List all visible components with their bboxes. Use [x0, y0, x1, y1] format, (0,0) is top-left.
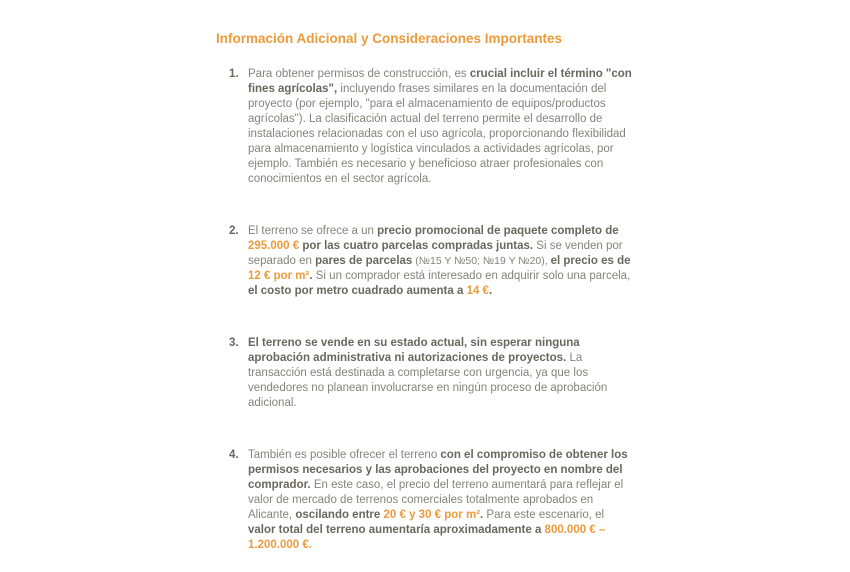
text-run-orange: 800.000 € – 1.200.000 €.	[248, 524, 606, 551]
text-run-bold: .	[488, 285, 493, 297]
list-item-number: 4.	[229, 449, 239, 461]
text-run-orange: 20 € y 30 € por m²	[383, 509, 481, 521]
text-run-regular: El terreno se ofrece a un	[248, 225, 378, 237]
text-run-bold: crucial incluir el término "con fines agrícolas",	[248, 68, 632, 95]
list-item-text	[248, 67, 634, 187]
text-run-regular: Para obtener permisos de construcción, es	[248, 68, 470, 80]
text-run-regular: Si un comprador está interesado en adquirir solo una parcela,	[312, 270, 631, 282]
text-run-bold: oscilando entre	[295, 509, 384, 521]
list-item-text	[248, 448, 634, 553]
list-item-text	[248, 336, 634, 411]
list-item-number: 2.	[229, 225, 239, 237]
text-run-bold: valor total del terreno aumentaría aproximadamente a	[248, 524, 545, 536]
list-item-number: 1.	[229, 68, 239, 80]
text-run-bold: con el compromiso de obtener los permisos necesarios y las aprobaciones del proyecto en nombre del comprador.	[248, 449, 628, 491]
text-run-bold: precio promocional de paquete completo de	[377, 225, 619, 237]
list-item	[229, 224, 640, 299]
document-content	[216, 30, 640, 553]
list-item-text	[248, 224, 634, 299]
text-run-regular: También es posible ofrecer el terreno	[248, 449, 441, 461]
text-run-regular: En este caso, el precio del terreno aumentará para reflejar el valor de mercado de terrenos comerciales totalmente aprobados en Alicante,	[248, 479, 624, 521]
numbered-list	[216, 67, 640, 553]
text-run-regular: La transacción está destinada a completarse con urgencia, ya que los vendedores no planean involucrarse en ningún proceso de aprobación adicional.	[248, 352, 608, 409]
text-run-small: (№15 Y №50; №19 Y №20),	[412, 255, 551, 267]
text-run-regular: Si se venden por separado en	[248, 240, 623, 267]
text-run-bold: pares de parcelas	[315, 255, 413, 267]
list-item	[229, 448, 640, 553]
text-run-orange: 14 €	[466, 285, 489, 297]
text-run-regular: Para este escenario, el	[483, 509, 605, 521]
page-title: Información Adicional y Consideraciones Importantes	[216, 31, 563, 46]
text-run-bold: .	[309, 270, 313, 282]
text-run-bold: El terreno se vende en su estado actual, sin esperar ninguna aprobación administrativa ni autorizaciones de proyectos.	[248, 337, 580, 364]
text-run-bold: el costo por metro cuadrado aumenta a	[248, 285, 467, 297]
list-item	[229, 67, 640, 187]
list-item-number: 3.	[229, 337, 239, 349]
text-run-orange: 12 € por m²	[248, 270, 310, 282]
text-run-regular: incluyendo frases similares en la documentación del proyecto (por ejemplo, "para el almacenamiento de equipos/productos agrícolas"). La clasificación actual del terreno permite el desarrollo de instalaciones relacionadas con el uso agrícola, proporcionando flexibilidad para almacenamiento y logística vinculados a actividades agrícolas, por ejemplo. También es necesario y beneficioso atraer profesionales con conocimientos en el sector agrícola.	[248, 83, 626, 185]
text-run-bold: por las cuatro parcelas compradas juntas.	[299, 240, 534, 252]
text-run-bold: el precio es de	[550, 255, 631, 267]
list-item	[229, 336, 640, 411]
text-run-orange: 295.000 €	[248, 240, 300, 252]
text-run-bold: .	[480, 509, 484, 521]
